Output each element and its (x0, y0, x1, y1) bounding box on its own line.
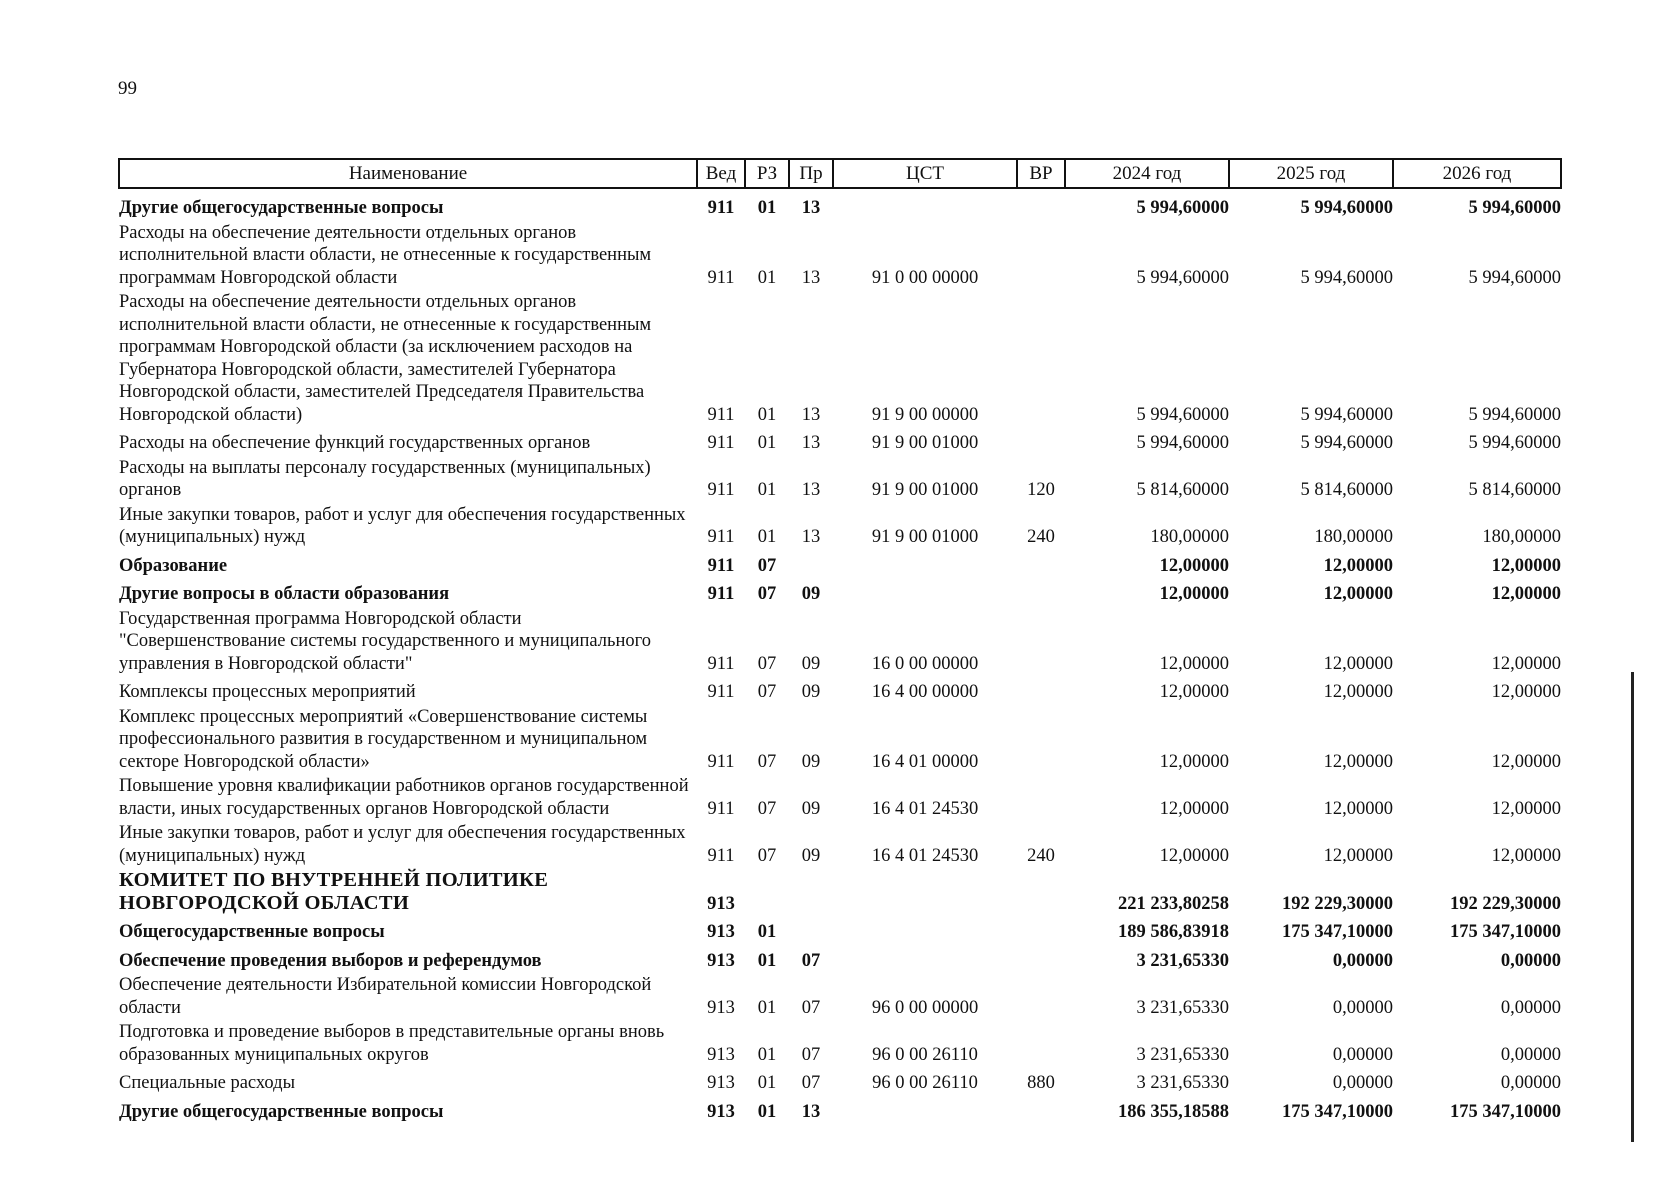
cell-vr (1017, 579, 1065, 608)
cell-y2026: 12,00000 (1491, 555, 1561, 576)
cell-ved: 911 (707, 653, 735, 674)
table-row (119, 457, 1561, 504)
cell-y2026: 12,00000 (1491, 845, 1561, 866)
cell-y2025: 12,00000 (1323, 584, 1393, 604)
cell-y2026: 0,00000 (1500, 950, 1561, 971)
cell-pr: 07 (801, 950, 821, 971)
cell-cst (833, 946, 1017, 975)
cell-name: Государственная программа Новгородской области "Совершенствование системы государственного и муниципального управления в Новгородской области" (119, 608, 651, 674)
cell-pr: 13 (801, 198, 821, 218)
cell-cst: 96 0 00 00000 (871, 997, 979, 1018)
cell-y2024: 5 994,60000 (1136, 433, 1229, 453)
header-rz: РЗ (745, 159, 789, 188)
cell-y2024: 189 586,83918 (1118, 922, 1229, 942)
cell-y2025: 12,00000 (1323, 845, 1393, 866)
cell-pr: 07 (801, 1044, 821, 1065)
budget-table-sheet (118, 158, 1560, 1125)
cell-y2025: 12,00000 (1323, 798, 1393, 819)
cell-pr: 13 (801, 433, 821, 453)
cell-vr (1017, 1021, 1065, 1068)
cell-vr (1017, 677, 1065, 706)
cell-name: Общегосударственные вопросы (119, 922, 385, 942)
cell-ved: 911 (707, 555, 735, 576)
cell-y2026: 0,00000 (1500, 997, 1561, 1018)
cell-cst: 91 9 00 01000 (871, 433, 979, 453)
page-number: 99 (118, 78, 137, 99)
cell-name: Другие общегосударственные вопросы (119, 198, 444, 218)
cell-y2026: 12,00000 (1491, 798, 1561, 819)
cell-rz: 01 (757, 480, 777, 500)
table-body (119, 188, 1561, 1125)
cell-vr: 240 (1027, 845, 1055, 866)
cell-pr: 07 (801, 1073, 821, 1093)
cell-rz: 01 (757, 922, 777, 942)
cell-ved: 911 (707, 404, 735, 425)
cell-pr: 07 (801, 997, 821, 1018)
cell-y2025: 180,00000 (1314, 527, 1393, 547)
cell-cst: 16 0 00 00000 (871, 653, 979, 674)
header-2024: 2024 год (1065, 159, 1229, 188)
cell-name: Подготовка и проведение выборов в представительные органы вновь образованных муниципальных округов (119, 1022, 665, 1065)
table-row (119, 188, 1561, 222)
cell-pr: 09 (801, 845, 821, 866)
cell-ved: 911 (707, 682, 735, 702)
cell-rz: 01 (757, 950, 777, 971)
cell-rz: 01 (757, 433, 777, 453)
table-row (119, 1068, 1561, 1097)
cell-cst: 16 4 01 24530 (871, 798, 979, 819)
cell-vr (1017, 608, 1065, 678)
cell-name: Расходы на обеспечение деятельности отдельных органов исполнительной власти области, не отнесенные к государственным программам Новгородской области (119, 222, 652, 288)
table-row (119, 551, 1561, 580)
cell-cst: 96 0 00 26110 (872, 1044, 978, 1065)
cell-ved: 913 (707, 1044, 735, 1065)
cell-y2024: 12,00000 (1159, 751, 1229, 772)
table-row (119, 579, 1561, 608)
cell-ved: 913 (707, 922, 735, 942)
cell-vr (1017, 291, 1065, 428)
cell-cst: 91 9 00 00000 (871, 404, 979, 425)
cell-y2024: 186 355,18588 (1118, 1101, 1229, 1122)
cell-name: Расходы на обеспечение функций государственных органов (119, 433, 591, 453)
cell-pr: 13 (801, 480, 821, 500)
cell-rz: 07 (757, 682, 777, 702)
cell-vr (1017, 1097, 1065, 1126)
cell-pr: 09 (801, 798, 821, 819)
cell-y2024: 12,00000 (1159, 584, 1229, 604)
cell-vr (1017, 917, 1065, 946)
cell-vr (1017, 775, 1065, 822)
cell-cst: 16 4 01 00000 (871, 751, 979, 772)
cell-vr (1017, 222, 1065, 292)
cell-ved: 911 (707, 267, 735, 288)
cell-cst: 16 4 00 00000 (871, 682, 979, 702)
cell-rz: 07 (757, 584, 777, 604)
cell-y2025: 12,00000 (1323, 653, 1393, 674)
cell-name: Расходы на обеспечение деятельности отдельных органов исполнительной власти области, не отнесенные к государственным программам Новгородской области (за исключением расходов на Губернатора Новгородской области, заместителей Губернатора Новгородской области, заместителей Председателя Правительства Новгородской области) (119, 292, 652, 425)
cell-y2025: 0,00000 (1332, 950, 1393, 971)
cell-y2025: 5 814,60000 (1300, 480, 1393, 500)
cell-name: Другие вопросы в области образования (119, 584, 450, 604)
cell-pr: 13 (801, 404, 821, 425)
cell-rz: 07 (757, 845, 777, 866)
cell-y2025: 192 229,30000 (1282, 893, 1393, 914)
cell-cst: 96 0 00 26110 (872, 1073, 978, 1093)
cell-cst: 16 4 01 24530 (871, 845, 979, 866)
cell-vr (1017, 974, 1065, 1021)
table-row (119, 775, 1561, 822)
cell-cst: 91 0 00 00000 (871, 267, 979, 288)
cell-name: Иные закупки товаров, работ и услуг для обеспечения государственных (муниципальных) нужд (119, 504, 686, 547)
table-row (119, 822, 1561, 869)
cell-ved: 911 (707, 527, 735, 547)
cell-vr (1017, 946, 1065, 975)
cell-rz: 01 (757, 1073, 777, 1093)
cell-pr (789, 917, 833, 946)
cell-y2025: 5 994,60000 (1300, 404, 1393, 425)
cell-y2025: 0,00000 (1332, 1073, 1393, 1093)
cell-rz: 07 (757, 798, 777, 819)
cell-y2025: 5 994,60000 (1300, 433, 1393, 453)
header-name: Наименование (119, 159, 697, 188)
cell-name: Комплекс процессных мероприятий «Совершенствование системы профессионального развития в государственном и муниципальном секторе Новгородской области» (119, 706, 648, 772)
cell-vr (1017, 551, 1065, 580)
cell-name: Специальные расходы (119, 1073, 295, 1093)
cell-name: Иные закупки товаров, работ и услуг для обеспечения государственных (муниципальных) нужд (119, 823, 686, 866)
cell-y2025: 5 994,60000 (1300, 198, 1393, 218)
cell-y2024: 12,00000 (1159, 682, 1229, 702)
cell-y2026: 175 347,10000 (1450, 1101, 1561, 1122)
table-row (119, 291, 1561, 428)
header-pr: Пр (789, 159, 833, 188)
cell-y2026: 12,00000 (1491, 584, 1561, 604)
cell-cst (833, 579, 1017, 608)
cell-y2026: 5 994,60000 (1468, 267, 1561, 288)
budget-table (118, 158, 1562, 1125)
cell-y2026: 12,00000 (1491, 653, 1561, 674)
cell-y2024: 12,00000 (1159, 555, 1229, 576)
cell-ved: 913 (707, 950, 735, 971)
cell-vr: 240 (1027, 527, 1055, 547)
cell-y2026: 12,00000 (1491, 751, 1561, 772)
cell-pr: 09 (801, 584, 821, 604)
cell-pr: 09 (801, 653, 821, 674)
cell-name: Другие общегосударственные вопросы (119, 1101, 444, 1122)
cell-y2024: 3 231,65330 (1136, 1073, 1229, 1093)
cell-ved: 911 (707, 845, 735, 866)
cell-y2026: 180,00000 (1482, 527, 1561, 547)
header-cst: ЦСТ (833, 159, 1017, 188)
cell-pr (789, 869, 833, 917)
cell-pr: 09 (801, 682, 821, 702)
cell-ved: 913 (707, 893, 735, 914)
cell-ved: 913 (707, 1101, 735, 1122)
cell-ved: 911 (707, 751, 735, 772)
cell-y2024: 180,00000 (1150, 527, 1229, 547)
cell-ved: 911 (707, 198, 735, 218)
cell-rz: 01 (757, 1044, 777, 1065)
cell-y2024: 5 994,60000 (1136, 198, 1229, 218)
table-row (119, 946, 1561, 975)
cell-y2025: 0,00000 (1332, 1044, 1393, 1065)
cell-pr: 13 (801, 527, 821, 547)
cell-y2024: 3 231,65330 (1136, 1044, 1229, 1065)
header-2025: 2025 год (1229, 159, 1393, 188)
cell-name: КОМИТЕТ ПО ВНУТРЕННЕЙ ПОЛИТИКЕ НОВГОРОДСКОЙ ОБЛАСТИ (119, 869, 549, 914)
cell-y2026: 175 347,10000 (1450, 922, 1561, 942)
cell-y2026: 12,00000 (1491, 682, 1561, 702)
table-row (119, 677, 1561, 706)
table-row (119, 869, 1561, 917)
cell-name: Расходы на выплаты персоналу государственных (муниципальных) органов (119, 457, 651, 500)
header-2026: 2026 год (1393, 159, 1561, 188)
cell-rz (745, 869, 789, 917)
cell-y2024: 3 231,65330 (1136, 950, 1229, 971)
cell-y2026: 5 994,60000 (1468, 404, 1561, 425)
cell-y2025: 12,00000 (1323, 682, 1393, 702)
cell-y2024: 12,00000 (1159, 653, 1229, 674)
table-row (119, 504, 1561, 551)
cell-pr: 09 (801, 751, 821, 772)
cell-y2024: 5 994,60000 (1136, 404, 1229, 425)
cell-ved: 911 (707, 798, 735, 819)
table-row (119, 974, 1561, 1021)
cell-y2024: 221 233,80258 (1118, 893, 1229, 914)
table-row (119, 222, 1561, 292)
cell-y2025: 175 347,10000 (1282, 922, 1393, 942)
cell-rz: 01 (757, 997, 777, 1018)
cell-y2026: 5 994,60000 (1468, 433, 1561, 453)
cell-ved: 911 (707, 584, 735, 604)
cell-vr (1017, 869, 1065, 917)
cell-y2025: 175 347,10000 (1282, 1101, 1393, 1122)
cell-y2025: 12,00000 (1323, 751, 1393, 772)
cell-name: Образование (119, 555, 228, 576)
cell-vr: 880 (1027, 1073, 1055, 1093)
table-row (119, 917, 1561, 946)
cell-rz: 01 (757, 527, 777, 547)
cell-y2026: 5 814,60000 (1468, 480, 1561, 500)
cell-rz: 07 (757, 751, 777, 772)
cell-cst: 91 9 00 01000 (871, 527, 979, 547)
cell-rz: 07 (757, 555, 777, 576)
cell-cst (833, 188, 1017, 222)
cell-vr (1017, 188, 1065, 222)
cell-name: Обеспечение деятельности Избирательной комиссии Новгородской области (119, 975, 652, 1018)
cell-rz: 01 (757, 1101, 777, 1122)
cell-y2024: 5 994,60000 (1136, 267, 1229, 288)
scan-edge-line (1631, 672, 1634, 1142)
header-vr: ВР (1017, 159, 1065, 188)
cell-y2024: 5 814,60000 (1136, 480, 1229, 500)
cell-pr: 13 (801, 267, 821, 288)
cell-y2026: 5 994,60000 (1468, 198, 1561, 218)
cell-rz: 01 (757, 404, 777, 425)
cell-y2024: 3 231,65330 (1136, 997, 1229, 1018)
cell-name: Обеспечение проведения выборов и референдумов (119, 950, 542, 971)
cell-y2024: 12,00000 (1159, 798, 1229, 819)
cell-y2024: 12,00000 (1159, 845, 1229, 866)
cell-y2026: 0,00000 (1500, 1073, 1561, 1093)
cell-name: Повышение уровня квалификации работников органов государственной власти, иных государственных органов Новгородской области (119, 776, 689, 819)
cell-vr (1017, 428, 1065, 457)
cell-cst: 91 9 00 01000 (871, 480, 979, 500)
cell-ved: 911 (707, 480, 735, 500)
table-row (119, 428, 1561, 457)
cell-rz: 01 (757, 198, 777, 218)
cell-rz: 01 (757, 267, 777, 288)
cell-pr: 13 (801, 1101, 821, 1122)
cell-vr: 120 (1027, 480, 1055, 500)
cell-y2025: 5 994,60000 (1300, 267, 1393, 288)
table-row (119, 1097, 1561, 1126)
table-row (119, 608, 1561, 678)
header-ved: Вед (697, 159, 745, 188)
table-row (119, 706, 1561, 776)
cell-y2025: 0,00000 (1332, 997, 1393, 1018)
cell-name: Комплексы процессных мероприятий (119, 682, 416, 702)
cell-y2026: 192 229,30000 (1450, 893, 1561, 914)
cell-y2025: 12,00000 (1323, 555, 1393, 576)
cell-cst (833, 917, 1017, 946)
table-header-row (119, 159, 1561, 188)
cell-cst (833, 869, 1017, 917)
cell-ved: 913 (707, 997, 735, 1018)
cell-pr (789, 551, 833, 580)
cell-ved: 913 (707, 1073, 735, 1093)
cell-ved: 911 (707, 433, 735, 453)
cell-vr (1017, 706, 1065, 776)
table-row (119, 1021, 1561, 1068)
cell-rz: 07 (757, 653, 777, 674)
cell-cst (833, 551, 1017, 580)
cell-cst (833, 1097, 1017, 1126)
cell-y2026: 0,00000 (1500, 1044, 1561, 1065)
